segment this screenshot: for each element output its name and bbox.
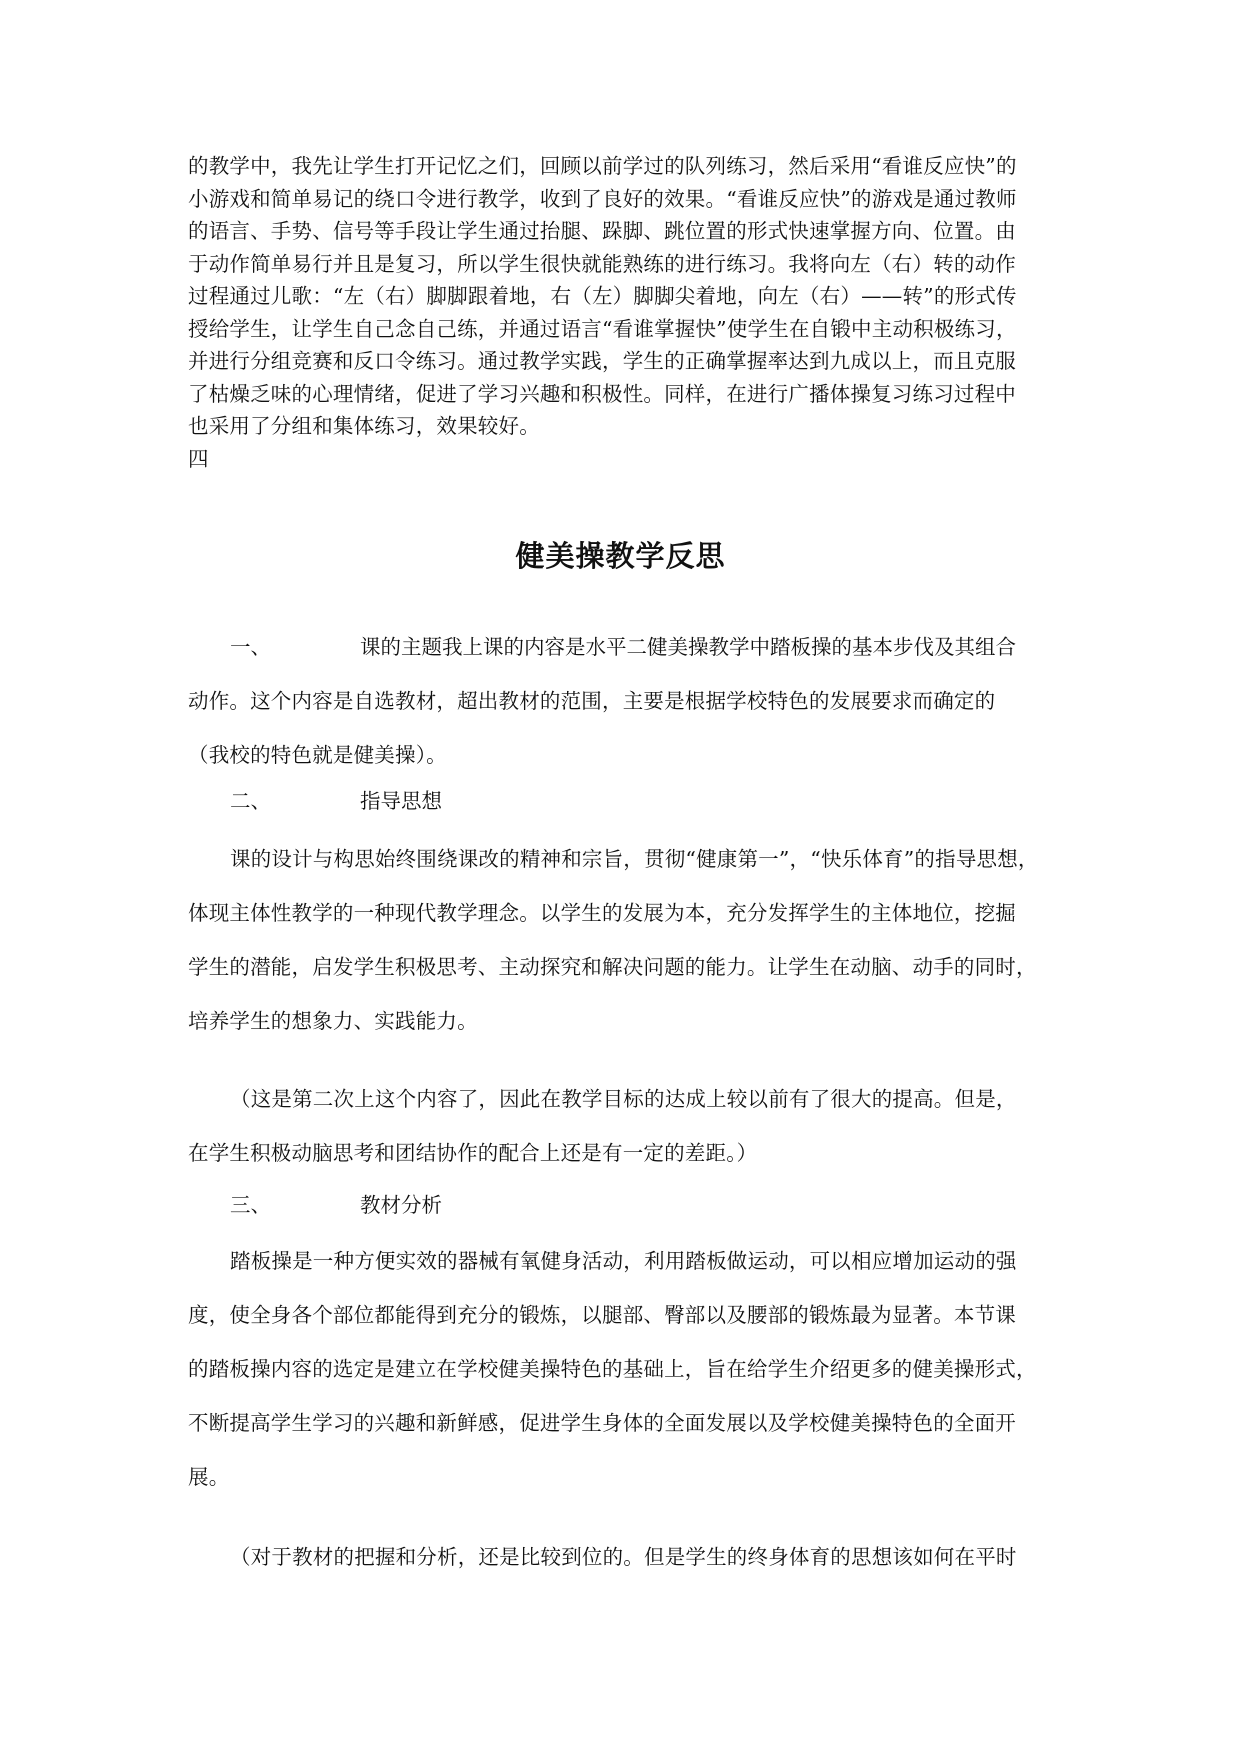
text-line: 不断提高学生学习的兴趣和新鲜感，促进学生身体的全面发展以及学校健美操特色的全面开	[188, 1411, 1016, 1435]
item-number: 三、	[230, 1193, 271, 1217]
text-line: 体现主体性教学的一种现代教学理念。以学生的发展为本，充分发挥学生的主体地位，挖掘	[188, 901, 1016, 925]
text-line: 的教学中，我先让学生打开记忆之们，回顾以前学过的队列练习，然后采用“看谁反应快”的	[188, 154, 1017, 178]
item-number: 一、	[230, 635, 271, 659]
text-line: 于动作简单易行并且是复习，所以学生很快就能熟练的进行练习。我将向左（右）转的动作	[188, 251, 1016, 276]
item-one-continuation	[188, 674, 1066, 782]
text-line: 小游戏和简单易记的绕口令进行教学，收到了良好的效果。“看谁反应快”的游戏是通过教师	[188, 186, 1017, 211]
text-line: 也采用了分组和集体练习，效果较好。	[188, 414, 540, 438]
text-line: （这是第二次上这个内容了，因此在教学目标的达成上较以前有了很大的提高。但是，	[230, 1087, 1017, 1111]
item-three-heading	[230, 1178, 1030, 1232]
section-marker: 四	[188, 446, 209, 471]
text-line: 的语言、手势、信号等手段让学生通过抬腿、跺脚、跳位置的形式快速掌握方向、位置。由	[188, 219, 1016, 243]
item-number: 二、	[230, 789, 271, 813]
reflection-paragraph	[188, 1072, 1066, 1180]
text-line: 在学生积极动脑思考和团结协作的配合上还是有一定的差距。）	[188, 1141, 758, 1165]
text-line: 展。	[188, 1465, 230, 1489]
guiding-thought-paragraph	[188, 832, 1066, 1048]
text-line: 了枯燥乏味的心理情绪，促进了学习兴趣和积极性。同样，在进行广播体操复习练习过程中	[188, 381, 1016, 406]
text-line: （我校的特色就是健美操）。	[188, 743, 447, 767]
text-line: 动作。这个内容是自选教材，超出教材的范围，主要是根据学校特色的发展要求而确定的	[188, 689, 996, 713]
text-line: 学生的潜能，启发学生积极思考、主动探究和解决问题的能力。让学生在动脑、动手的同时，	[188, 955, 1037, 979]
item-two-heading	[230, 774, 1030, 828]
text-line: 授给学生，让学生自己念自己练，并通过语言“看谁掌握快”使学生在自锻中主动积极练习，	[188, 316, 1017, 341]
text-line: 过程通过儿歌：“左（右）脚脚跟着地，右（左）脚脚尖着地，向左（右）——转”的形式传	[188, 284, 1017, 308]
text-line: 踏板操是一种方便实效的器械有氧健身活动，利用踏板做运动，可以相应增加运动的强	[230, 1249, 1017, 1273]
closing-paragraph	[188, 1530, 1066, 1584]
item-heading: 教材分析	[360, 1193, 442, 1217]
item-one-first-line	[230, 620, 1030, 674]
text-line: 度，使全身各个部位都能得到充分的锻炼，以腿部、臀部以及腰部的锻炼最为显著。本节课	[188, 1303, 1016, 1327]
document-title: 健美操教学反思	[515, 539, 726, 573]
text-line: 课的设计与构思始终围绕课改的精神和宗旨，贯彻“健康第一”，“快乐体育”的指导思想，	[230, 847, 1039, 871]
text-line: 培养学生的想象力、实践能力。	[188, 1009, 478, 1033]
item-heading: 指导思想	[360, 789, 442, 813]
text-line: 的踏板操内容的选定是建立在学校健美操特色的基础上，旨在给学生介绍更多的健美操形式，	[188, 1357, 1037, 1381]
text-line: （对于教材的把握和分析，还是比较到位的。但是学生的终身体育的思想该如何在平时	[230, 1545, 1017, 1569]
material-analysis-paragraph	[188, 1234, 1066, 1504]
item-text: 课的主题我上课的内容是水平二健美操教学中踏板操的基本步伐及其组合	[360, 635, 1016, 659]
top-paragraph	[188, 150, 1066, 475]
text-line: 并进行分组竞赛和反口令练习。通过教学实践，学生的正确掌握率达到九成以上，而且克服	[188, 349, 1016, 373]
